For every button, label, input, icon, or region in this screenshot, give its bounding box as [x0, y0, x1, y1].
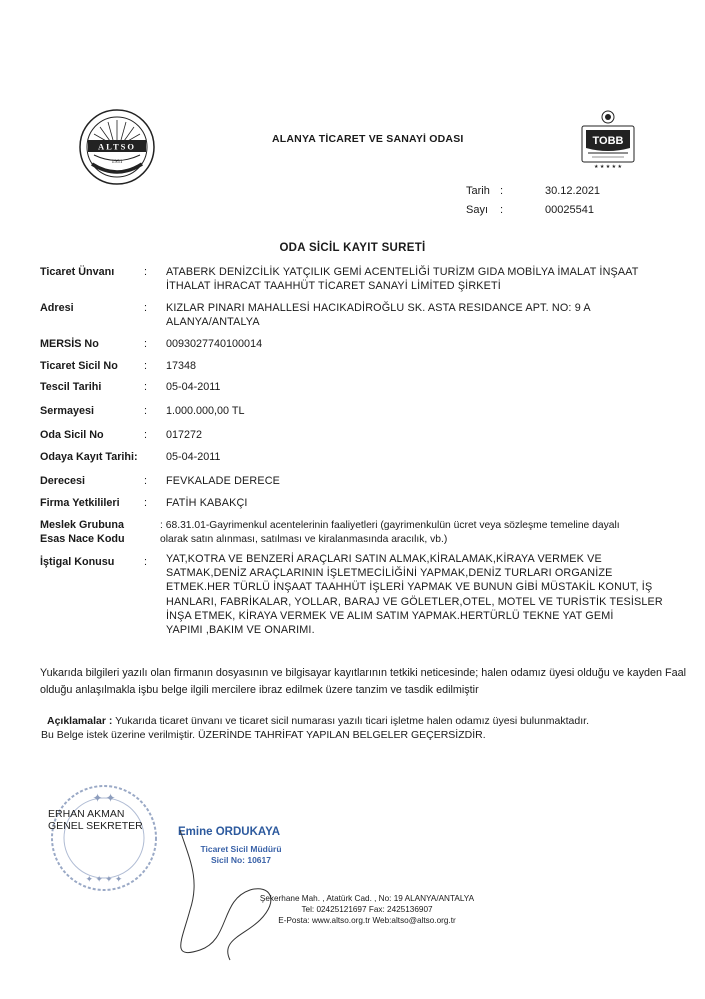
nace-line-1-text: 68.31.01-Gayrimenkul acentelerinin faaliyetleri (gayrimenkulün ücret veya sözleşme temeline dayalı [165, 520, 620, 531]
address-label: Adresi [40, 302, 74, 314]
trade-name-line-1: ATABERK DENİZCİLİK YATÇILIK GEMİ ACENTELİĞİ TURİZM GIDA MOBİLYA İMALAT İNŞAAT [166, 266, 639, 278]
activity-label: İştigal Konusu [40, 556, 115, 568]
chamber-registry-colon: : [144, 429, 147, 441]
activity-line: YAPIMI ,BAKIM VE ONARIMI. [166, 624, 315, 637]
nace-label-line-1: Meslek Grubuna [40, 519, 124, 531]
trade-name-label: Ticaret Ünvanı [40, 266, 115, 278]
chamber-registry-label: Oda Sicil No [40, 429, 104, 441]
organization-name: ALANYA TİCARET VE SANAYİ ODASI [272, 133, 464, 145]
mersis-colon: : [144, 338, 147, 350]
number-value: 00025541 [545, 204, 594, 216]
mersis-value: 0093027740100014 [166, 338, 263, 350]
registrar-title: Ticaret Sicil Müdürü [200, 844, 282, 854]
chamber-date-value: 05-04-2011 [166, 451, 221, 463]
mersis-label: MERSİS No [40, 338, 99, 350]
chamber-date-label [40, 451, 138, 465]
nace-line-1 [160, 519, 665, 533]
svg-text:✦ ✦ ✦ ✦: ✦ ✦ ✦ ✦ [85, 874, 123, 884]
capital-value: 1.000.000,00 TL [166, 405, 245, 417]
nace-label-line-2: Esas Nace Kodu [40, 532, 125, 545]
registration-date-label: Tescil Tarihi [40, 381, 102, 393]
registration-date-colon: : [144, 381, 147, 393]
trade-name-value [166, 266, 671, 293]
trade-name-line-2: İTHALAT İHRACAT TAAHHÜT TİCARET SANAYİ LİMİTED ŞİRKETİ [166, 279, 501, 292]
footer-address: Şekerhane Mah. , Atatürk Cad. , No: 19 ALANYA/ANTALYA [259, 894, 475, 903]
number-label: Sayı [466, 204, 489, 216]
address-line-1: KIZLAR PINARI MAHALLESİ HACIKADİROĞLU SK. ASTA RESIDANCE APT. NO: 9 A [166, 302, 591, 314]
activity-line: HANLARI, FABRİKALAR, YOLLAR, BARAJ VE GÖLETLER,OTEL, MOTEL VE TURİSTİK TESİSLER [166, 595, 663, 608]
registration-date-value: 05-04-2011 [166, 381, 221, 393]
activity-line: SATMAK,DENİZ ARAÇLARININ İŞLETMECİLİĞİNİ YAPMAK,DENİZ TURLARI ORGANİZE [166, 567, 613, 580]
nace-colon: : [160, 520, 163, 531]
authorized-label: Firma Yetkilileri [40, 497, 120, 509]
number-separator: : [500, 204, 504, 216]
secretary-name: ERHAN AKMAN [48, 808, 125, 820]
secretary-block [48, 808, 143, 832]
nace-line-2: olarak satın alınması, satılması ve kiralanmasında aracılık, vb.) [160, 533, 448, 545]
trade-registry-colon: : [144, 360, 147, 372]
notes-line-1 [47, 714, 687, 728]
notes-line-2: Bu Belge istek üzerine verilmiştir. ÜZERİNDE TAHRİFAT YAPILAN BELGELER GEÇERSİZDİR. [41, 729, 486, 741]
authorized-value: FATİH KABAKÇI [166, 497, 248, 509]
footer-phone: Tel: 02425121697 Fax: 2425136907 [301, 905, 433, 914]
svg-text:★ ★ ★ ★ ★: ★ ★ ★ ★ ★ [594, 164, 622, 170]
chamber-date-label-text: Odaya Kayıt Tarihi [40, 451, 135, 463]
round-stamp [38, 780, 178, 900]
date-separator: : [500, 185, 504, 197]
grade-colon: : [144, 475, 147, 487]
activity-value [166, 552, 671, 637]
activity-line: ETMEK.HER TÜRLÜ İNŞAAT TAAHHÜT İŞLERİ YAPMAK VE BUNUN GİBİ MÜSTAKİL KONUT, İŞ [166, 581, 653, 594]
activity-line: İNŞA ETMEK, KİRAYA VERMEK VE ALIM SATIM YAPMAK.HERTÜRLÜ TEKNE YAT GEMİ [166, 609, 614, 622]
notes-block [41, 714, 687, 742]
footer-contact: E-Posta: www.altso.org.tr Web:altso@altso.org.tr [278, 916, 456, 925]
grade-value: FEVKALADE DERECE [166, 475, 281, 487]
certification-paragraph: Yukarıda bilgileri yazılı olan firmanın dosyasının ve bilgisayar kayıtlarının tetkiki neticesinde; halen odamız üyesi olduğu ve kayden Faal olduğu anlaşılmakla işbu belge ilgili mercilere ibraz edilmek üzere tanzim ve tasdik edilmiştir [40, 667, 686, 696]
trade-name-colon: : [144, 266, 147, 278]
capital-label: Sermayesi [40, 405, 95, 417]
notes-label: Açıklamalar : [47, 715, 113, 727]
secretary-title: GENEL SEKRETER [48, 820, 143, 832]
trade-registry-value: 17348 [166, 360, 197, 372]
activity-line: YAT,KOTRA VE BENZERİ ARAÇLARI SATIN ALMAK,KİRALAMAK,KİRAYA VERMEK VE [166, 553, 602, 565]
nace-value [160, 519, 665, 546]
address-line-2: ALANYA/ANTALYA [166, 315, 260, 328]
address-value [166, 302, 671, 329]
activity-colon: : [144, 556, 147, 568]
address-colon: : [144, 302, 147, 314]
svg-text:✦ ✦: ✦ ✦ [92, 791, 116, 805]
authorized-colon: : [144, 497, 147, 509]
grade-label: Derecesi [40, 475, 86, 487]
tobb-logo-text: TOBB [592, 135, 624, 147]
altso-logo-text: ALTSO [97, 141, 137, 152]
chamber-registry-value: 017272 [166, 429, 203, 441]
altso-logo [78, 108, 156, 186]
altso-logo-year: 1951 [111, 159, 123, 165]
registrar-reg-no: Sicil No: 10617 [210, 855, 271, 865]
chamber-date-colon: : [134, 451, 138, 463]
nace-label [40, 519, 125, 546]
tobb-logo [576, 108, 640, 172]
registrar-name: Emine ORDUKAYA [178, 826, 281, 838]
trade-registry-label: Ticaret Sicil No [40, 360, 118, 372]
notes-line-1-text: Yukarıda ticaret ünvanı ve ticaret sicil numarası yazılı ticari işletme halen odamız üyesi bulunmaktadır. [112, 715, 589, 727]
date-value: 30.12.2021 [545, 185, 601, 197]
date-label: Tarih [466, 185, 490, 197]
capital-colon: : [144, 405, 147, 417]
document-title: ODA SİCİL KAYIT SURETİ [279, 242, 426, 254]
